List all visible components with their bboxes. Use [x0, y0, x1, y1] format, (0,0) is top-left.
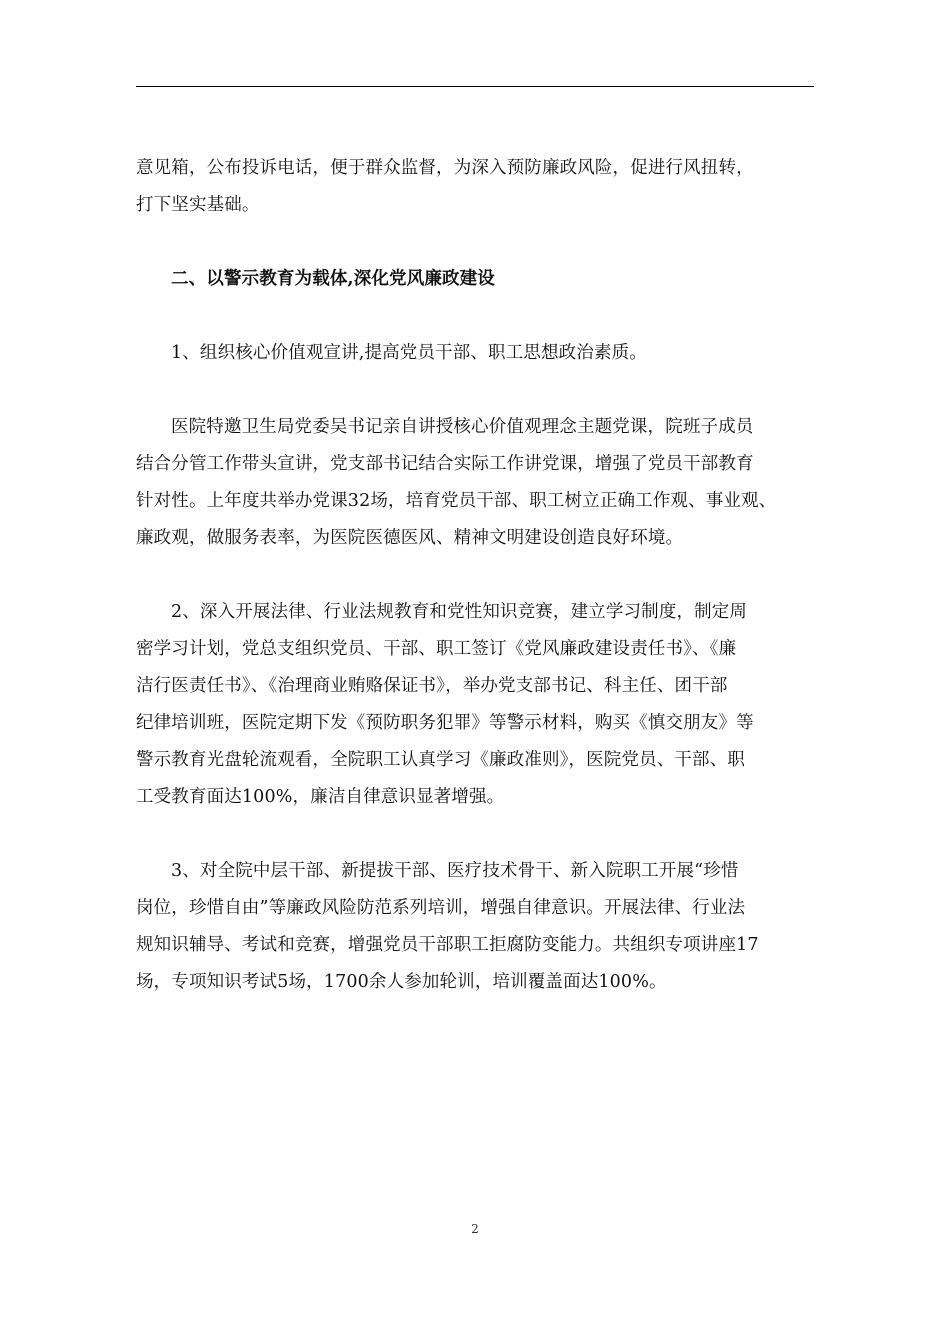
body-line: 2、深入开展法律、行业法规教育和党性知识竞赛，建立学习制度，制定周	[171, 602, 748, 622]
body-line: 3、对全院中层干部、新提拔干部、医疗技术骨干、新入院职工开展“珍惜	[171, 861, 739, 881]
paragraph-gap	[136, 298, 826, 335]
body-line: 廉政观，做服务表率，为医院医德医风、精神文明建设创造良好环境。	[136, 528, 684, 548]
body-line: 洁行医责任书》、《治理商业贿赂保证书》，举办党支部书记、科主任、团干部	[136, 676, 728, 696]
body-line: 密学习计划，党总支组织党员、干部、职工签订《党风廉政建设责任书》、《廉	[136, 639, 737, 659]
body-line: 工受教育面达100%，廉洁自律意识显著增强。	[136, 787, 505, 807]
header-rule	[136, 86, 814, 87]
body-line: 打下坚实基础。	[136, 195, 260, 215]
body-line: 结合分管工作带头宣讲，党支部书记结合实际工作讲党课，增强了党员干部教育	[136, 454, 754, 474]
paragraph-gap	[136, 816, 826, 853]
page-body	[136, 150, 826, 1001]
body-line: 意见箱，公布投诉电话，便于群众监督，为深入预防廉政风险，促进行风扭转，	[136, 158, 754, 178]
body-line: 场，专项知识考试5场，1700余人参加轮训，培训覆盖面达100%。	[136, 972, 667, 992]
paragraph-gap	[136, 224, 826, 261]
body-line: 岗位，珍惜自由”等廉政风险防范系列培训，增强自律意识。开展法律、行业法	[136, 898, 746, 918]
body-line: 医院特邀卫生局党委吴书记亲自讲授核心价值观理念主题党课，院班子成员	[171, 417, 754, 437]
subsection-heading: 1、组织核心价值观宣讲,提高党员干部、职工思想政治素质。	[171, 343, 647, 363]
body-line: 警示教育光盘轮流观看，全院职工认真学习《廉政准则》，医院党员、干部、职	[136, 750, 745, 770]
page-number: 2	[471, 1222, 479, 1236]
paragraph-gap	[136, 372, 826, 409]
paragraph-gap	[136, 557, 826, 594]
body-line: 纪律培训班，医院定期下发《预防职务犯罪》等警示材料，购买《慎交朋友》等	[136, 713, 754, 733]
body-line: 针对性。上年度共举办党课32场，培育党员干部、职工树立正确工作观、事业观、	[136, 491, 777, 511]
body-line: 规知识辅导、考试和竞赛，增强党员干部职工拒腐防变能力。共组织专项讲座17	[136, 935, 759, 955]
section-heading: 二、以警示教育为载体,深化党风廉政建设	[171, 269, 495, 289]
